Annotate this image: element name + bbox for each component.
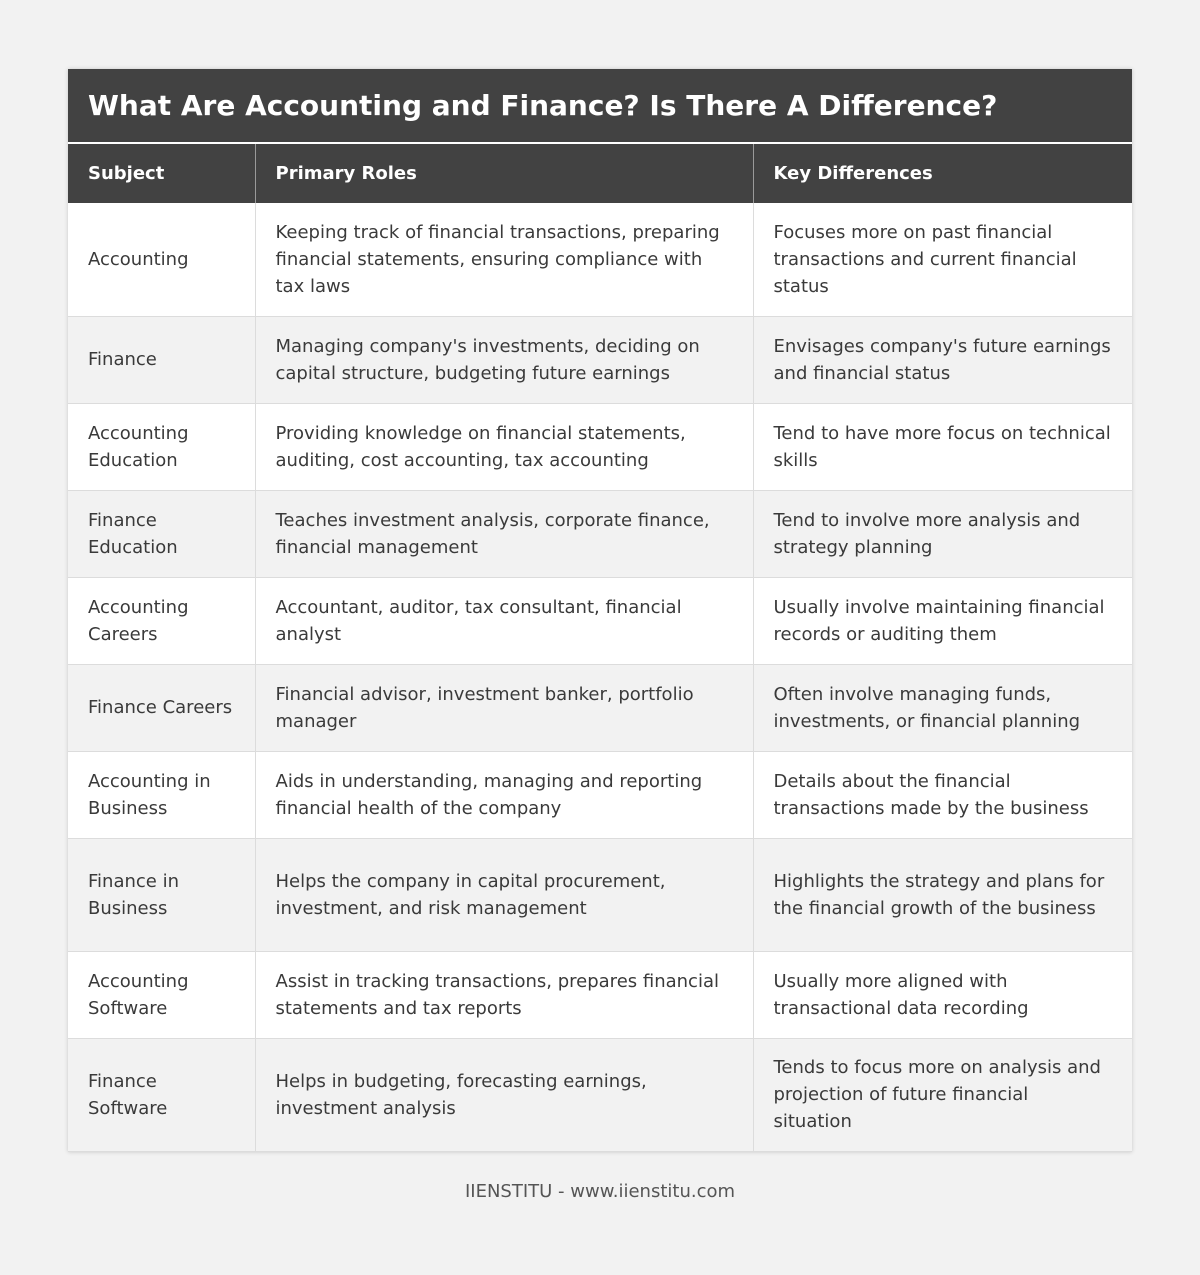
differences-cell: Highlights the strategy and plans for the financial growth of the business [753, 838, 1132, 951]
roles-cell: Keeping track of financial transactions, preparing financial statements, ensuring compliance with tax laws [255, 203, 753, 316]
roles-cell: Assist in tracking transactions, prepares financial statements and tax reports [255, 951, 753, 1038]
table-row [68, 838, 1132, 951]
subject-cell: Accounting Education [68, 403, 255, 490]
subject-cell: Finance Education [68, 490, 255, 577]
differences-cell: Tend to have more focus on technical skills [753, 403, 1132, 490]
differences-cell: Often involve managing funds, investments, or financial planning [753, 664, 1132, 751]
table-row [68, 751, 1132, 838]
table-row [68, 664, 1132, 751]
table-title: What Are Accounting and Finance? Is There A Difference? [68, 69, 1132, 144]
comparison-card [68, 69, 1132, 1152]
subject-cell: Accounting [68, 203, 255, 316]
comparison-table [68, 144, 1132, 1152]
differences-cell: Usually involve maintaining financial records or auditing them [753, 577, 1132, 664]
table-row [68, 403, 1132, 490]
roles-cell: Accountant, auditor, tax consultant, financial analyst [255, 577, 753, 664]
roles-cell: Aids in understanding, managing and reporting financial health of the company [255, 751, 753, 838]
footer-credit: IIENSTITU - www.iienstitu.com [464, 1181, 736, 1202]
differences-cell: Usually more aligned with transactional data recording [753, 951, 1132, 1038]
differences-cell: Tends to focus more on analysis and projection of future financial situation [753, 1038, 1132, 1151]
subject-cell: Finance [68, 316, 255, 403]
roles-cell: Managing company's investments, deciding on capital structure, budgeting future earnings [255, 316, 753, 403]
header-row [68, 144, 1132, 203]
table-row [68, 951, 1132, 1038]
subject-cell: Accounting in Business [68, 751, 255, 838]
subject-cell: Finance Careers [68, 664, 255, 751]
roles-cell: Financial advisor, investment banker, portfolio manager [255, 664, 753, 751]
column-header-subject: Subject [68, 144, 255, 203]
subject-cell: Finance Software [68, 1038, 255, 1151]
table-row [68, 490, 1132, 577]
subject-cell: Finance in Business [68, 838, 255, 951]
roles-cell: Teaches investment analysis, corporate finance, financial management [255, 490, 753, 577]
column-header-key-differences: Key Differences [753, 144, 1132, 203]
roles-cell: Providing knowledge on financial statements, auditing, cost accounting, tax accounting [255, 403, 753, 490]
column-header-primary-roles: Primary Roles [255, 144, 753, 203]
table-row [68, 1038, 1132, 1151]
differences-cell: Details about the financial transactions made by the business [753, 751, 1132, 838]
differences-cell: Envisages company's future earnings and financial status [753, 316, 1132, 403]
roles-cell: Helps the company in capital procurement, investment, and risk management [255, 838, 753, 951]
table-row [68, 316, 1132, 403]
subject-cell: Accounting Software [68, 951, 255, 1038]
table-row [68, 577, 1132, 664]
roles-cell: Helps in budgeting, forecasting earnings, investment analysis [255, 1038, 753, 1151]
table-row [68, 203, 1132, 316]
differences-cell: Focuses more on past financial transactions and current financial status [753, 203, 1132, 316]
subject-cell: Accounting Careers [68, 577, 255, 664]
differences-cell: Tend to involve more analysis and strategy planning [753, 490, 1132, 577]
